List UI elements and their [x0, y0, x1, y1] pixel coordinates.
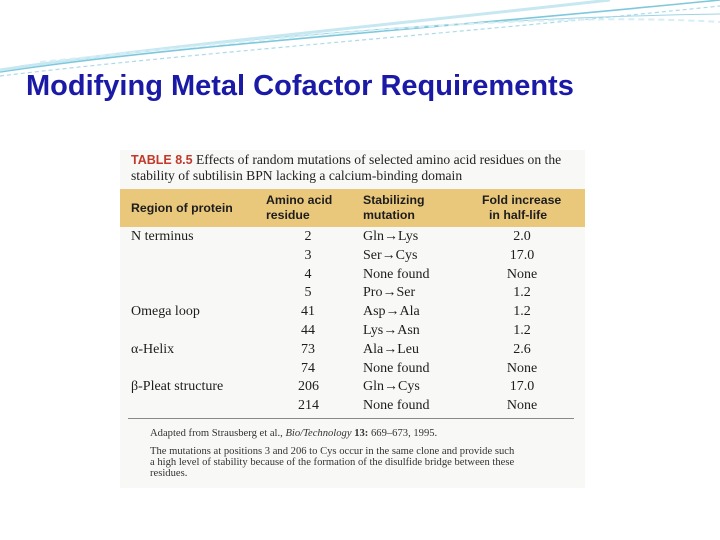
cell-mutation: None found — [363, 398, 430, 414]
cell-fold: None — [506, 398, 538, 414]
footnote-line-3: residues. — [150, 468, 188, 479]
cell-mutation: Lys→Asn — [363, 323, 420, 338]
cell-fold: 2.6 — [513, 341, 531, 357]
table-row — [120, 303, 585, 322]
cell-fold: 1.2 — [513, 285, 531, 301]
header-mutation-line2: mutation — [363, 208, 415, 222]
cell-region: β-Pleat structure — [131, 379, 224, 395]
table-row — [120, 266, 585, 285]
table-row — [120, 378, 585, 397]
table-row — [120, 341, 585, 360]
cell-region: Omega loop — [131, 304, 200, 320]
header-region: Region of protein — [131, 201, 233, 215]
table-row — [120, 397, 585, 416]
table-row — [120, 322, 585, 341]
table-row — [120, 247, 585, 266]
cell-fold: 17.0 — [509, 247, 535, 263]
cell-mutation: None found — [363, 266, 430, 282]
table-header — [120, 189, 585, 227]
table-bottom-rule — [128, 418, 574, 419]
cell-residue: 74 — [301, 360, 315, 376]
header-residue-line2: residue — [266, 208, 310, 222]
cell-residue: 73 — [301, 341, 315, 357]
table-caption-text: Effects of random mutations of selected amino acid residues on the stability of subtilisin BPN lacking a calcium-binding domain — [131, 152, 562, 183]
cell-mutation: Asp→Ala — [363, 304, 420, 320]
footnote-line-1: The mutations at positions 3 and 206 to Cys occur in the same clone and provide such — [150, 446, 515, 457]
cell-fold: None — [506, 266, 538, 282]
cell-residue: 206 — [298, 379, 319, 395]
header-fold-line1: Fold increase — [482, 193, 562, 207]
header-mutation-line1: Stabilizing — [363, 193, 425, 207]
table-row — [120, 228, 585, 247]
cell-residue: 214 — [298, 398, 319, 414]
cell-mutation: Gln→Cys — [363, 379, 420, 395]
header-residue-line1: Amino acid — [266, 193, 333, 207]
cell-mutation: Ala→Leu — [363, 341, 419, 357]
cell-fold: 2.0 — [513, 229, 531, 244]
footnote-line-2: a high level of stability because of the formation of the disulfide bridge between these — [150, 457, 515, 468]
table-label: TABLE 8.5 — [131, 153, 193, 167]
cell-mutation: Ser→Cys — [363, 247, 418, 263]
cell-residue: 4 — [304, 266, 312, 282]
cell-mutation: Pro→Ser — [363, 285, 416, 301]
table-caption — [131, 152, 581, 183]
footnote-source: Adapted from Strausberg et al., Bio/Technology 13: 669–673, 1995. — [150, 428, 438, 439]
cell-residue: 44 — [301, 323, 315, 338]
cell-residue: 41 — [301, 304, 315, 320]
cell-mutation: None found — [363, 360, 430, 376]
cell-residue: 3 — [304, 247, 312, 263]
table-row — [120, 360, 585, 379]
table-image-panel — [120, 150, 585, 488]
cell-fold: 1.2 — [513, 304, 531, 320]
cell-region: N terminus — [131, 229, 194, 244]
cell-fold: 1.2 — [513, 323, 531, 338]
cell-residue: 2 — [304, 229, 312, 244]
header-fold-line2: in half-life — [489, 208, 548, 222]
table-row — [120, 284, 585, 303]
slide-title: Modifying Metal Cofactor Requirements — [26, 70, 574, 102]
cell-residue: 5 — [304, 285, 312, 301]
cell-region: α-Helix — [131, 341, 175, 357]
cell-mutation: Gln→Lys — [363, 229, 419, 244]
cell-fold: None — [506, 360, 538, 376]
cell-fold: 17.0 — [509, 379, 535, 395]
